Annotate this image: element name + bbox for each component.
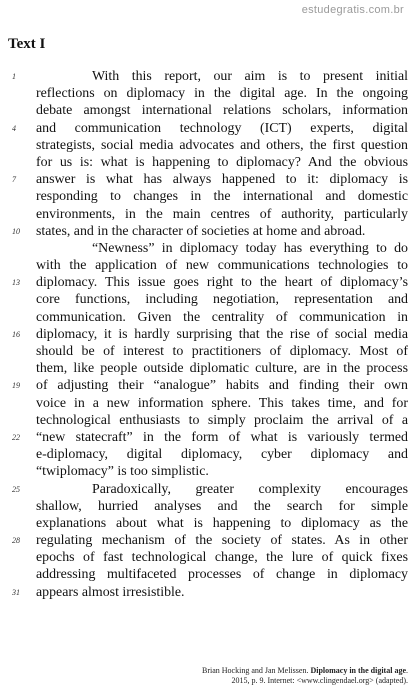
line-number: 13 <box>12 278 20 288</box>
text-line <box>0 584 412 601</box>
line-text: regulating mechanism of the society of states. As in other <box>36 533 408 549</box>
text-line <box>0 498 412 515</box>
site-watermark: estudegratis.com.br <box>301 4 404 16</box>
text-line <box>0 446 412 463</box>
line-number: 7 <box>12 175 16 185</box>
text-line <box>0 377 412 394</box>
text-line <box>0 343 412 360</box>
line-number: 19 <box>12 381 20 391</box>
line-number: 25 <box>12 484 20 494</box>
line-text: should be of interest to practitioners of diplomacy. Most of <box>36 344 408 359</box>
line-number: 10 <box>12 226 20 236</box>
text-line <box>0 395 412 412</box>
text-line <box>0 85 412 102</box>
text-line <box>0 412 412 429</box>
line-text: debate amongst international relations scholars, information <box>36 103 408 119</box>
line-text: Paradoxically, greater complexity encourages <box>92 481 408 497</box>
text-line <box>0 137 412 154</box>
citation <box>186 666 408 686</box>
line-text: shallow, hurried analyses and the search for simple <box>36 498 408 514</box>
line-text: responding to changes in the international and domestic <box>36 189 408 205</box>
line-text: technological enthusiasts to simply proclaim the arrival of a <box>36 412 408 428</box>
line-number: 16 <box>12 329 20 339</box>
text-body <box>0 68 412 601</box>
line-number: 28 <box>12 536 20 546</box>
text-line <box>0 463 412 480</box>
line-text: “twiplomacy” is too simplistic. <box>36 464 209 480</box>
line-text: explanations about what is happening to diplomacy as the <box>36 515 408 531</box>
text-line <box>0 549 412 566</box>
line-text: for us is: what is happening to diplomacy? And the obvious <box>36 154 408 170</box>
text-line <box>0 309 412 326</box>
citation-title: Diplomacy in the digital age <box>310 666 406 675</box>
line-number: 22 <box>12 432 20 442</box>
text-line <box>0 188 412 205</box>
line-number: 4 <box>12 123 16 133</box>
text-line <box>0 326 412 343</box>
text-line <box>0 68 412 85</box>
text-line <box>0 223 412 240</box>
text-line <box>0 171 412 188</box>
text-line <box>0 120 412 137</box>
text-line <box>0 515 412 532</box>
line-text: addressing multifaceted processes of change in diplomacy <box>36 567 408 583</box>
line-text: “new statecraft” in the form of what is variously termed <box>36 429 408 445</box>
line-text: and communication technology (ICT) experts, digital <box>36 120 408 136</box>
line-text: core functions, including negotiation, representation and <box>36 292 408 308</box>
line-text: with the application of new communications technologies to <box>36 258 408 274</box>
text-line <box>0 429 412 446</box>
citation-authors: Brian Hocking and Jan Melissen. <box>202 666 309 675</box>
text-line <box>0 481 412 498</box>
text-line <box>0 566 412 583</box>
line-text: them, like people outside diplomatic culture, are in the process <box>36 361 408 377</box>
line-text: reflections on diplomacy in the digital age. In the ongoing <box>36 86 408 102</box>
text-title: Text I <box>8 36 46 52</box>
line-text: appears almost irresistible. <box>36 584 185 600</box>
line-text: states, and in the character of societies at home and abroad. <box>36 223 366 239</box>
line-text: diplomacy. This issue goes right to the heart of diplomacy’s <box>36 275 408 291</box>
line-text: “Newness” in diplomacy today has everything to do <box>92 240 408 256</box>
line-number: 1 <box>12 72 16 81</box>
text-line <box>0 274 412 291</box>
line-text: With this report, our aim is to present initial <box>92 69 408 84</box>
line-text: diplomacy, it is hardly surprising that the rise of social media <box>36 326 408 342</box>
text-line <box>0 257 412 274</box>
line-text: of adjusting their “analogue” habits and finding their own <box>36 378 408 394</box>
text-line <box>0 291 412 308</box>
text-line <box>0 532 412 549</box>
text-line <box>0 360 412 377</box>
line-text: epochs of fast technological change, the lure of quick fixes <box>36 550 408 566</box>
text-line <box>0 206 412 223</box>
text-line <box>0 154 412 171</box>
text-line <box>0 240 412 257</box>
line-number: 31 <box>12 587 20 597</box>
line-text: strategists, social media advocates and others, the first question <box>36 137 408 153</box>
line-text: e-diplomacy, digital diplomacy, cyber diplomacy and <box>36 447 408 463</box>
line-text: environments, in the main centres of authority, particularly <box>36 206 408 222</box>
citation-source: . 2015, p. 9. Internet: <www.clingendael.org> (adapted). <box>231 666 408 685</box>
text-line <box>0 102 412 119</box>
line-text: voice in a new information sphere. This takes time, and for <box>36 395 408 411</box>
line-text: communication. Given the centrality of communication in <box>36 309 408 325</box>
line-text: answer is what has always happened to it: diplomacy is <box>36 172 408 188</box>
